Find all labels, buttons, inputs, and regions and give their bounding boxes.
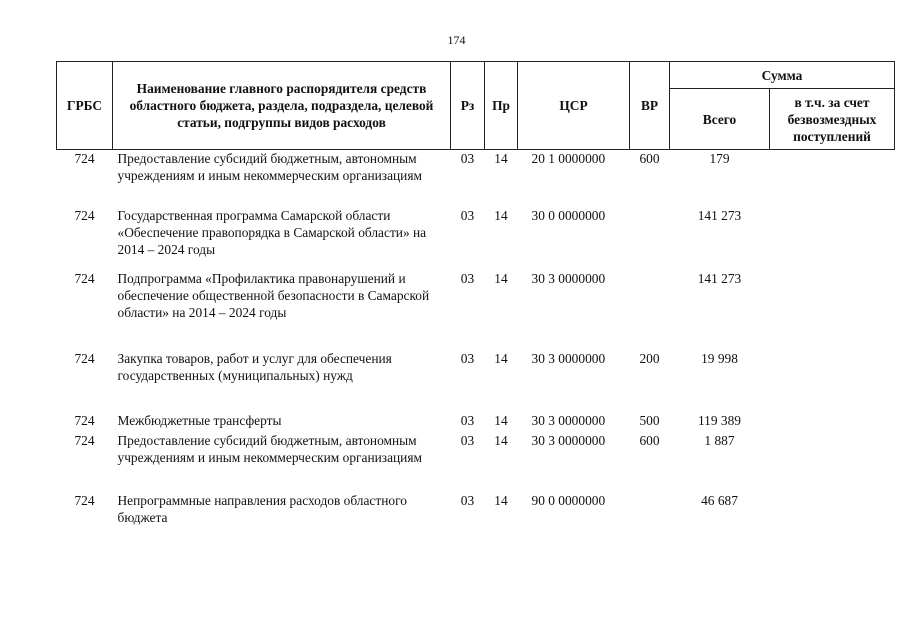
cell-pr: 14 xyxy=(494,350,508,366)
cell-rz: 03 xyxy=(460,350,475,366)
cell-csr: 90 0 0000000 xyxy=(531,492,606,508)
cell-total: 119 389 xyxy=(697,412,742,428)
cell-grbs: 724 xyxy=(74,492,95,508)
header-name: Наименование главного распорядителя средств областного бюджета, раздела, подраздела, целевой статьи, подгруппы видов расходов xyxy=(113,62,451,150)
cell-pr: 14 xyxy=(494,432,508,448)
cell-rz: 03 xyxy=(460,151,475,166)
header-gratis: в т.ч. за счет безвозмездных поступлений xyxy=(770,89,895,150)
cell-total: 46 687 xyxy=(701,492,738,508)
cell-rz: 03 xyxy=(460,412,475,428)
table-row xyxy=(57,492,895,532)
cell-grbs: 724 xyxy=(74,350,95,366)
cell-vr: 600 xyxy=(639,432,660,448)
header-rz: Рз xyxy=(451,62,485,150)
cell-gratis xyxy=(770,412,895,432)
cell-gratis xyxy=(770,270,895,350)
cell-grbs: 724 xyxy=(74,412,95,428)
cell-pr: 14 xyxy=(494,207,508,223)
table-row xyxy=(57,432,895,492)
cell-rz: 03 xyxy=(460,492,475,508)
cell-pr: 14 xyxy=(494,270,508,286)
table-header xyxy=(57,62,895,150)
cell-pr: 14 xyxy=(494,492,508,508)
cell-csr: 30 3 0000000 xyxy=(531,350,606,366)
cell-csr: 30 0 0000000 xyxy=(531,207,606,223)
cell-gratis xyxy=(770,350,895,412)
cell-vr: 500 xyxy=(639,412,660,428)
cell-total: 19 998 xyxy=(701,350,738,366)
cell-gratis xyxy=(770,207,895,270)
header-summa: Сумма xyxy=(670,62,895,89)
cell-pr: 14 xyxy=(494,151,508,166)
cell-total: 141 273 xyxy=(697,270,742,286)
budget-table xyxy=(56,61,895,532)
cell-grbs: 724 xyxy=(74,207,95,223)
cell-total: 1 887 xyxy=(704,432,735,448)
cell-name: Предоставление субсидий бюджетным, автономным учреждениям и иным некоммерческим организациям xyxy=(117,151,422,183)
cell-name: Закупка товаров, работ и услуг для обеспечения государственных (муниципальных) нужд xyxy=(117,350,392,383)
cell-vr xyxy=(630,207,670,270)
header-csr: ЦСР xyxy=(518,62,630,150)
cell-vr xyxy=(630,492,670,532)
cell-total: 141 273 xyxy=(697,207,742,223)
cell-name: Государственная программа Самарской области «Обеспечение правопорядка в Самарской области» на 2014 – 2024 годы xyxy=(117,207,427,257)
cell-vr xyxy=(630,270,670,350)
cell-gratis xyxy=(770,432,895,492)
cell-vr: 600 xyxy=(639,151,660,166)
header-vr: ВР xyxy=(630,62,670,150)
cell-rz: 03 xyxy=(460,207,475,223)
cell-vr: 200 xyxy=(639,350,660,366)
table-row xyxy=(57,150,895,207)
cell-rz: 03 xyxy=(460,432,475,448)
cell-csr: 30 3 0000000 xyxy=(531,432,606,448)
cell-gratis xyxy=(770,492,895,532)
header-pr: Пр xyxy=(485,62,518,150)
cell-name: Непрограммные направления расходов областного бюджета xyxy=(117,492,407,525)
cell-rz: 03 xyxy=(460,270,475,286)
cell-csr: 30 3 0000000 xyxy=(531,412,606,428)
cell-grbs: 724 xyxy=(74,270,95,286)
cell-csr: 30 3 0000000 xyxy=(531,270,606,286)
cell-name: Межбюджетные трансферты xyxy=(117,412,282,428)
cell-name: Предоставление субсидий бюджетным, автономным учреждениям и иным некоммерческим организациям xyxy=(117,432,422,465)
table-row xyxy=(57,270,895,350)
page-number: 174 xyxy=(447,33,466,47)
cell-grbs: 724 xyxy=(74,432,95,448)
table-body xyxy=(57,150,895,532)
header-grbs: ГРБС xyxy=(57,62,113,150)
header-total: Всего xyxy=(670,89,770,150)
table-row xyxy=(57,207,895,270)
cell-csr: 20 1 0000000 xyxy=(531,151,606,166)
cell-name: Подпрограмма «Профилактика правонарушений и обеспечение общественной безопасности в Самарской области» на 2014 – 2024 годы xyxy=(117,270,430,320)
cell-grbs: 724 xyxy=(74,151,95,166)
cell-pr: 14 xyxy=(494,412,508,428)
cell-total: 179 xyxy=(709,151,730,166)
cell-gratis xyxy=(770,150,895,207)
table-row xyxy=(57,350,895,412)
table-row xyxy=(57,412,895,432)
